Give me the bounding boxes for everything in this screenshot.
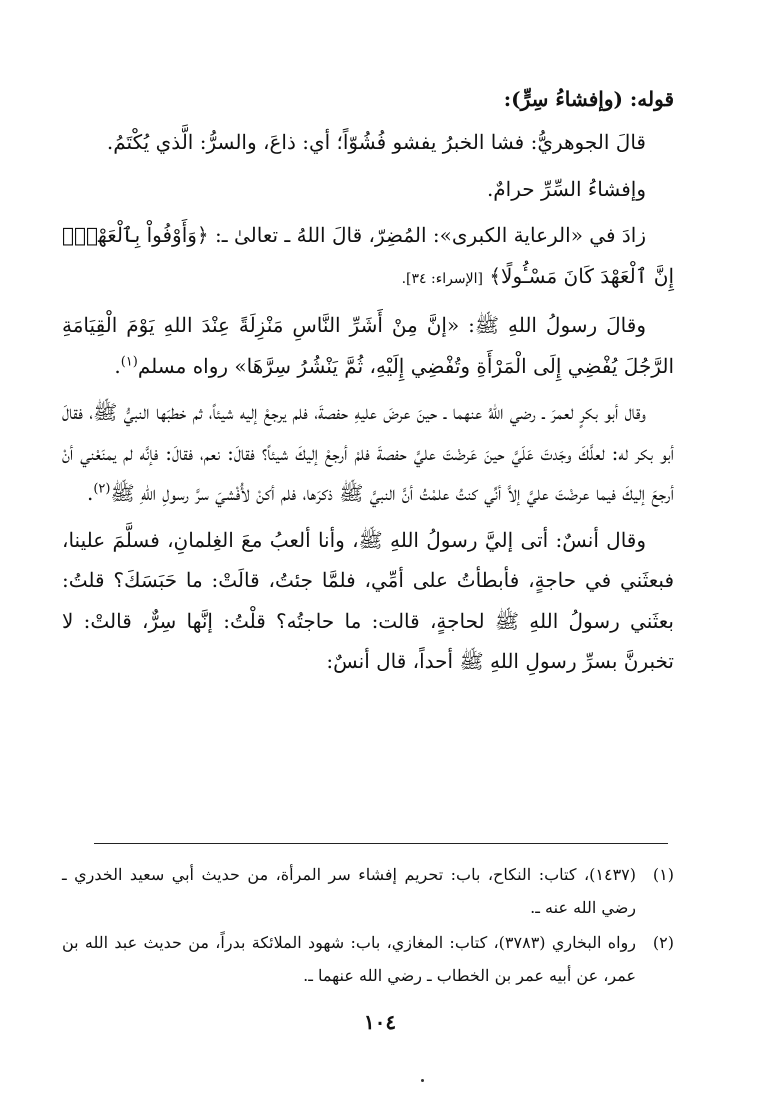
paragraph-text: وقالَ رسولُ اللهِ ﷺ: «إنَّ مِنْ أَشَرِّ النَّاسِ مَنْزِلَةً عِنْدَ اللهِ يَوْمَ الْقِيَامَةِ الرَّجُلَ يُفْضِي إِلَى الْمَرْأَةِ وتُفْضِي إِلَيْهِ، ثُمَّ يَنْشُرُ سِرَّهَا» رواه مسلم: [62, 313, 674, 378]
paragraph-anas: [62, 520, 674, 682]
decorative-dot: [421, 1079, 424, 1082]
footnote-number: (١): [652, 865, 674, 884]
footnote-divider: [94, 843, 668, 844]
footnotes: [62, 858, 674, 994]
footnote-text: رواه البخاري (٣٧٨٣)، كتاب: المغازي، باب: شهود الملائكة بدراً، من حديث عبد الله بن عمر، عن أبيه عمر بن الخطاب ـ رضي الله عنهما ـ.: [62, 933, 637, 985]
footnote-marker[interactable]: (١): [120, 353, 138, 369]
paragraph-abu-bakr: وقال أبو بكرٍ لعمرَ ـ رضي اللهُ عنهما ـ حينَ عرضَ عليهِ حفصةَ، فلم يرجعْ إليه شيئاً، ثم خطبَها النبيُّ ﷺ، فقالَ أبو بكر له: لعلَّكَ وجَدتَ عَلَيَّ حينَ عَرضْتَ عليَّ حفصةَ فلمْ أرجعْ إليكَ شيئاً؟ فقالَ: نعم، فقالَ: فإنَّه لم يمنَعْني أنْ أرجعَ إليكَ فيما عرضْتَ عليَّ إلاَّ أنِّي كنتُ علمْتُ أنَّ النبيَّ ﷺ ذكرَها، فلم أكنْ لأُفْشيَ سرَّ رسولِ اللهِ ﷺ$^{(٢)}$.: [62, 400, 674, 505]
paragraph-definition: [62, 122, 674, 163]
paragraph-text: وإفشاءُ السِّرِّ حرامٌ.: [486, 176, 646, 201]
paragraph-ruling: [62, 169, 674, 210]
footnote-text: (١٤٣٧)، كتاب: النكاح، باب: تحريم إفشاء سر المرأة، من حديث أبي سعيد الخدري ـ رضي الله عنه ـ.: [62, 865, 636, 917]
section-heading: قوله: (وإفشاءُ سِرٍّ):: [503, 87, 674, 111]
paragraph-text: وقال أبو بكرٍ لعمرَ ـ رضي اللهُ عنهما ـ حينَ عرضَ عليهِ حفصةَ، فلم يرجعْ إليه شيئاً، ثم خطبَها النبيُّ ﷺ، فقالَ أبو بكر له: لعلَّكَ وجَدتَ عَلَيَّ حينَ عَرضْتَ عليَّ حفصةَ فلمْ أرجعْ إليكَ شيئاً؟ فقالَ: نعم، فقالَ: فإنَّه لم يمنَعْني أنْ أرجعَ إليكَ فيما عرضْتَ عليَّ إلاَّ أنِّي كنتُ علمْتُ أنَّ النبيَّ ﷺ ذكرَها، فلم أكنْ لأُفْشيَ سرَّ رسولِ اللهِ ﷺ: [62, 400, 674, 505]
footnote-number: (٢): [652, 933, 674, 952]
paragraph-text: وقال أنسٌ: أتى إليَّ رسولُ اللهِ ﷺ، وأنا ألعبُ معَ الغِلمانِ، فسلَّمَ علينا، فبعثَني في حاجةٍ، فأبطأتُ على أمِّي، فلمَّا جئتُ، قالَتْ: ما حَبَسَكَ؟ قلتُ: بعثَني رسولُ اللهِ ﷺ لحاجةٍ، قالت: ما حاجتُه؟ قلْتُ: إنَّها سِرٌّ، قالتْ: لا تخبرنَّ بسرِّ رسولِ اللهِ ﷺ أحداً، قال أنسٌ:: [62, 527, 674, 673]
footnote-item: [62, 858, 674, 924]
paragraph-hadith-muslim: وقالَ رسولُ اللهِ ﷺ: «إنَّ مِنْ أَشَرِّ النَّاسِ مَنْزِلَةً عِنْدَ اللهِ يَوْمَ الْقِيَامَةِ الرَّجُلَ يُفْضِي إِلَى الْمَرْأَةِ وتُفْضِي إِلَيْهِ، ثُمَّ يَنْشُرُ سِرَّهَا» رواه مسلم$^{(١)}$.: [62, 313, 674, 378]
footnote-marker[interactable]: (٢): [93, 481, 111, 497]
quran-reference: [الإسراء: ٣٤].: [401, 270, 483, 287]
page-body: [62, 80, 674, 688]
paragraph-quran: [62, 215, 674, 299]
footnote-item: [62, 926, 674, 992]
paragraph-text: زادَ في «الرعاية الكبرى»: المُضِرّ، قالَ اللهُ ـ تعالىٰ ـ: ﴿وَأَوْفُواْ بِٱلْعَهْدِۖ إِنَّ ٱلْعَهْدَ كَانَ مَسْـُٔولًا﴾: [62, 223, 674, 288]
paragraph-text: قالَ الجوهريُّ: فشا الخبرُ يفشو فُشُوّاً؛ أي: ذاعَ، والسرُّ: الَّذي يُكْتَمُ.: [106, 130, 646, 154]
page-number: ١٠٤: [363, 1010, 397, 1034]
